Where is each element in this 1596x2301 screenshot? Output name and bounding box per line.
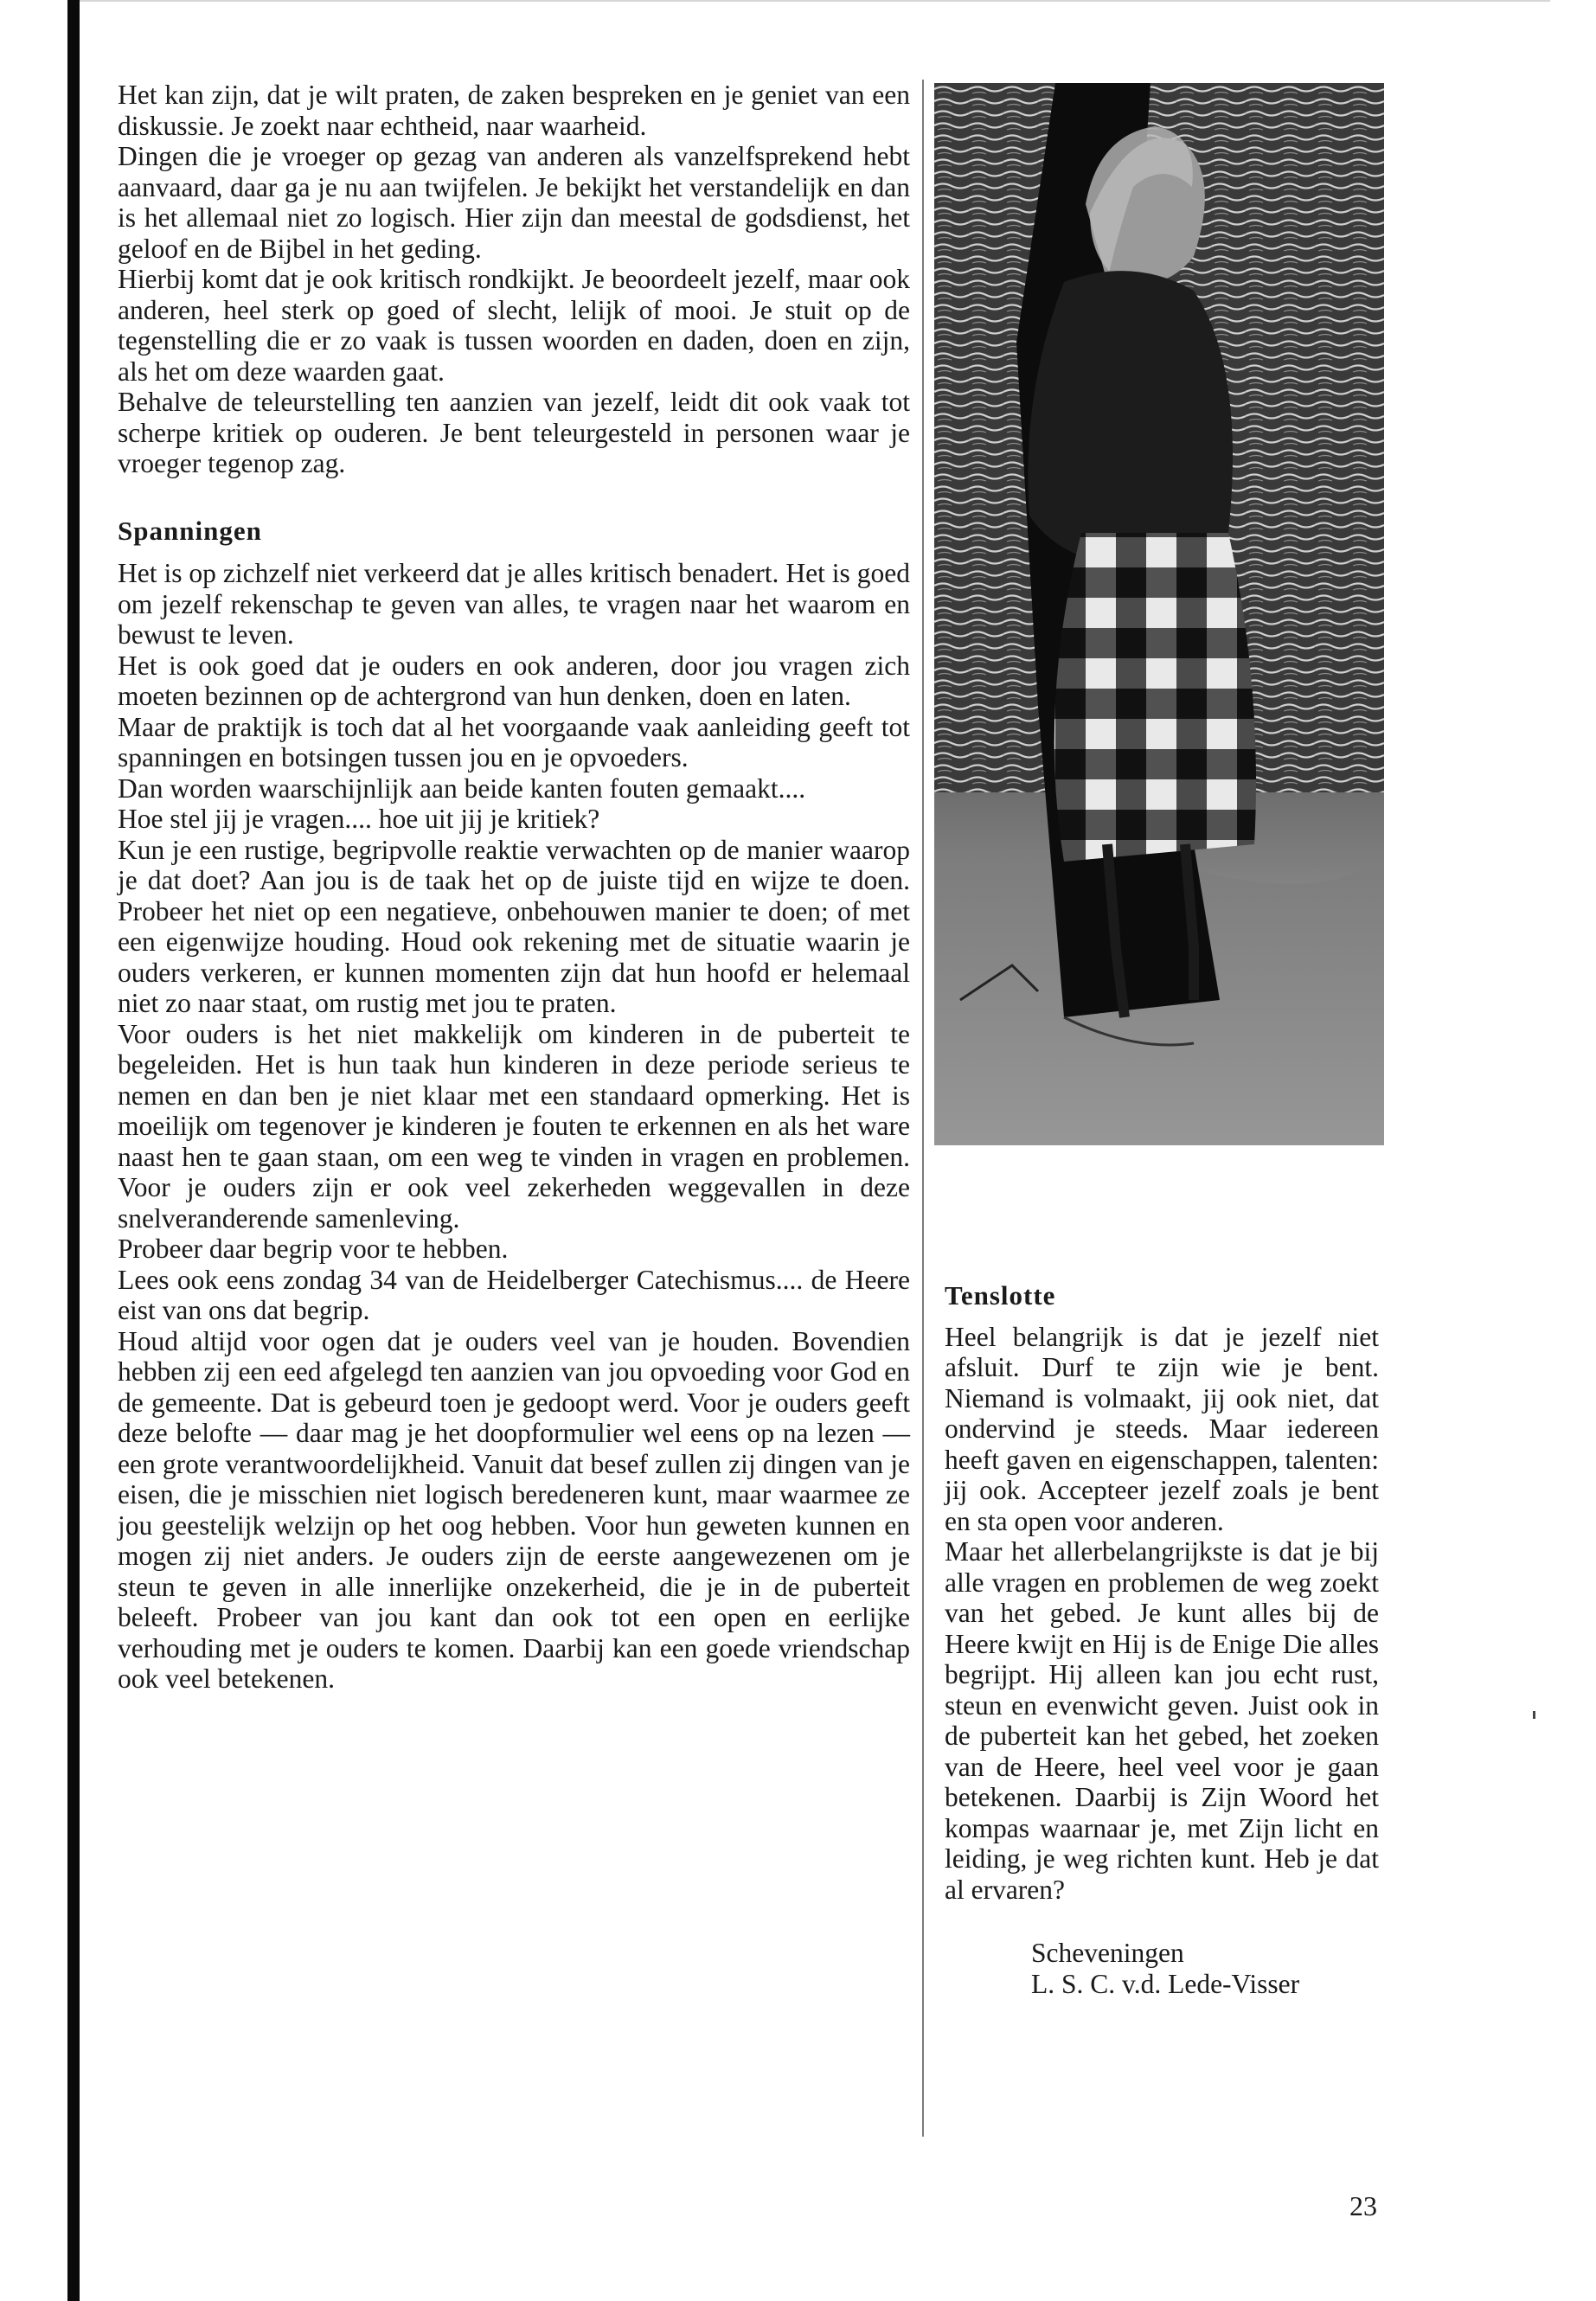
main-article-column xyxy=(118,80,910,1695)
section-paragraph-1: Het is op zichzelf niet verkeerd dat je alles kritisch benadert. Het is goed om jezelf rekenschap te geven van alles, te vragen naar het waarom en bewust te leven. xyxy=(118,558,910,650)
page-number: 23 xyxy=(1349,2190,1377,2221)
signature-name: L. S. C. v.d. Lede-Visser xyxy=(1031,1969,1300,1999)
plaid-skirt xyxy=(1054,533,1256,862)
photo-illustration xyxy=(934,83,1384,1145)
article-paragraph-1: Het kan zijn, dat je wilt praten, de zaken bespreken en je geniet van een diskussie. Je zoekt naar echtheid, naar waarheid. xyxy=(118,80,910,141)
sidebar-column xyxy=(945,1280,1379,2000)
section-paragraph-9: Lees ook eens zondag 34 van de Heidelberger Catechismus.... de Heere eist van ons dat begrip. xyxy=(118,1264,910,1325)
section-paragraph-10: Houd altijd voor ogen dat je ouders veel van je houden. Bovendien hebben zij een eed afgelegd ten aanzien van jou opvoeding voor God en de gemeente. Dat is gebeurd toen je gedoopt werd. Voor je ouders geeft deze belofte — daar mag je het doopformulier wel eens op na lezen — een grote verantwoordelijkheid. Vanuit dat besef zullen zij dingen van je eisen, die je misschien niet logisch beredeneren kunt, maar waarmee ze jou geestelijk welzijn op het oog hebben. Voor hun geweten kunnen en mogen zij niet anders. Je ouders zijn de eerste aangewezenen om je steun te geven in alle innerlijke onzekerheid, die je in de puberteit beleeft. Probeer van jou kant dan ook tot een open en eerlijke verhouding met je ouders te komen. Daarbij kan een goede vriendschap ook veel betekenen. xyxy=(118,1325,910,1694)
section-paragraph-2: Het is ook goed dat je ouders en ook anderen, door jou vragen zich moeten bezinnen op de achtergrond van hun denken, doen en laten. xyxy=(118,650,910,711)
column-divider xyxy=(922,80,924,2137)
page-top-edge xyxy=(80,0,1550,2)
sidebar-paragraph-1: Heel belangrijk is dat je jezelf niet afsluit. Durf te zijn wie je bent. Niemand is volmaakt, jij ook niet, dat ondervind je steeds. Maar iedereen heeft gaven en eigenschappen, talenten: jij ook. Accepteer jezelf zoals je bent en sta open voor anderen. xyxy=(945,1321,1379,1536)
section-paragraph-7: Voor ouders is het niet makkelijk om kinderen in de puberteit te begeleiden. Het is hun taak hun kinderen in deze periode serieus te nemen en dan ben je niet klaar met een standaard opmerking. Het is moeilijk om tegenover je kinderen je fouten te erkennen en als het ware naast hen te gaan staan, om een weg te vinden in vragen en problemen. Voor je ouders zijn er ook veel zekerheden weggevallen in deze snelveranderende samenleving. xyxy=(118,1018,910,1234)
section-heading-spanningen: Spanningen xyxy=(118,515,262,546)
sidebar-paragraph-2: Maar het allerbelangrijkste is dat je bij alle vragen en problemen de weg zoekt van het gebed. Je kunt alles bij de Heere kwijt en Hij is de Enige Die alles begrijpt. Hij alleen kan jou echt rust, steun en evenwicht geven. Juist ook in de puberteit kan het gebed, het zoeken van de Heere, heel veel voor je gaan betekenen. Daarbij is Zijn Woord het kompas waarnaar je, met Zijn licht en leiding, je weg richten kunt. Heb je dat al ervaren? xyxy=(945,1536,1379,1905)
section-paragraph-4: Dan worden waarschijnlijk aan beide kanten fouten gemaakt.... xyxy=(118,772,806,804)
article-paragraph-3: Hierbij komt dat je ook kritisch rondkijkt. Je beoordeelt jezelf, maar ook anderen, heel sterk op goed of slecht, lelijk of mooi. Je stuit op de tegenstelling die er zo vaak is tussen woorden en daden, doen en zijn, als het om deze waarden gaat. xyxy=(118,264,910,387)
section-paragraph-3: Maar de praktijk is toch dat al het voorgaande vaak aanleiding geeft tot spanningen en botsingen tussen jou en je opvoeders. xyxy=(118,711,910,772)
print-speck xyxy=(1533,1711,1535,1719)
signature-place: Scheveningen xyxy=(1031,1938,1184,1968)
girl-by-tree-photo xyxy=(934,83,1384,1145)
article-paragraph-2: Dingen die je vroeger op gezag van anderen als vanzelfsprekend hebt aanvaard, daar ga je nu aan twijfelen. Je bekijkt het verstandelijk en dan is het allemaal niet zo logisch. Hier zijn dan meestal de godsdienst, het geloof en de Bijbel in het geding. xyxy=(118,141,910,264)
girl-jacket xyxy=(1028,271,1233,567)
author-signature xyxy=(945,1938,1379,2000)
binding-edge xyxy=(67,0,80,2301)
section-paragraph-6: Kun je een rustige, begripvolle reaktie verwachten op de manier waarop je dat doet? Aan jou is de taak het op de juiste tijd en wijze te doen. Probeer het niet op een negatieve, onbehouwen manier te doen; of met een eigenwijze houding. Houd ook rekening met de situatie waarin je ouders verkeren, er kunnen momenten zijn dat hun hoofd er helemaal niet zo naar staat, om rustig met jou te praten. xyxy=(118,834,910,1018)
sidebar-heading-tenslotte: Tenslotte xyxy=(945,1280,1056,1311)
section-paragraph-5: Hoe stel jij je vragen.... hoe uit jij je kritiek? xyxy=(118,804,600,834)
article-paragraph-4: Behalve de teleurstelling ten aanzien van jezelf, leidt dit ook vaak tot scherpe kritiek op ouderen. Je bent teleurgesteld in personen waar je vroeger tegenop zag. xyxy=(118,387,910,478)
section-paragraph-8: Probeer daar begrip voor te hebben. xyxy=(118,1234,509,1264)
